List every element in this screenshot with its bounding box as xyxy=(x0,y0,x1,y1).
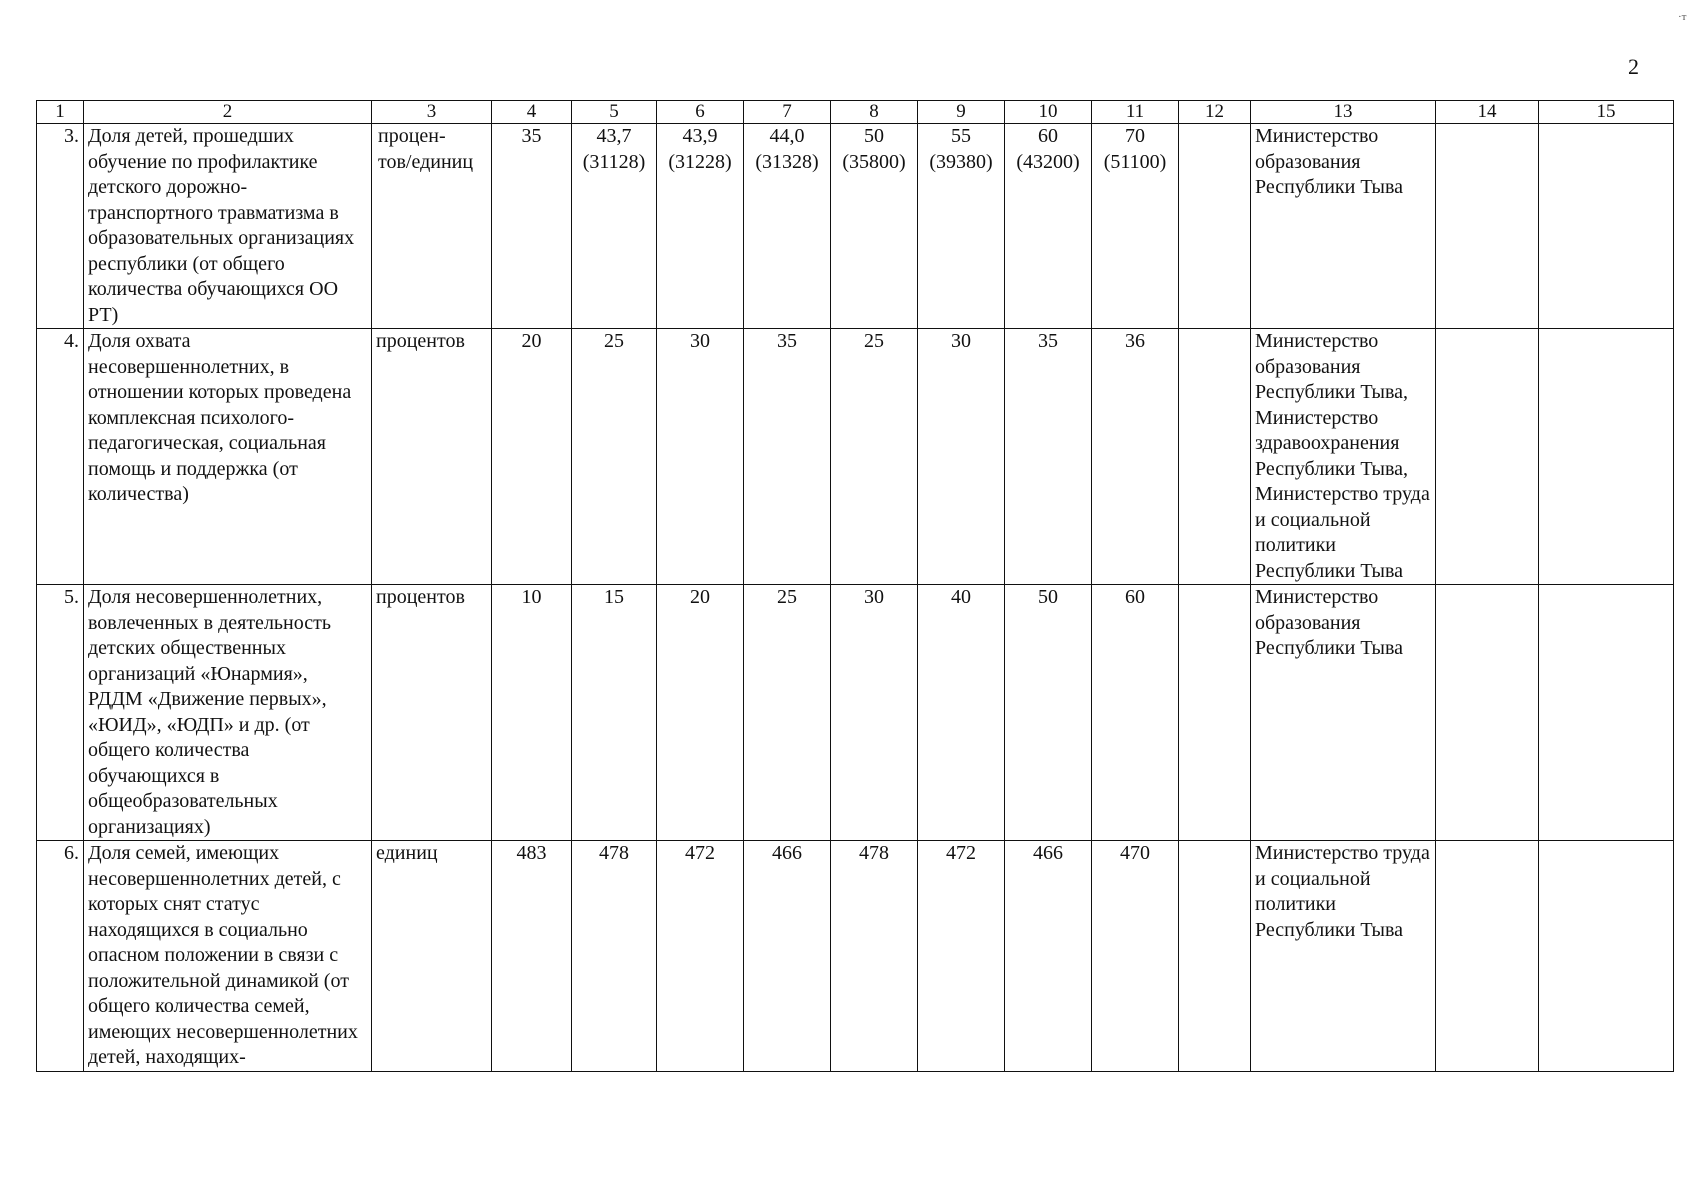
value-cell: 30 xyxy=(918,329,1005,585)
unit-cell: процен- тов/единиц xyxy=(372,124,492,329)
value-cell: 25 xyxy=(831,329,918,585)
value-cell xyxy=(1179,585,1251,841)
responsible-cell: Министерство труда и социальной политики Республики Тыва xyxy=(1251,841,1436,1072)
value-cell: 466 xyxy=(1005,841,1092,1072)
table-row xyxy=(37,124,1674,329)
value-cell: 35 xyxy=(1005,329,1092,585)
value-cell: 50 xyxy=(1005,585,1092,841)
value-cell: 30 xyxy=(831,585,918,841)
column-header: 3 xyxy=(372,101,492,124)
value-cell: 20 xyxy=(492,329,572,585)
column-header: 6 xyxy=(657,101,744,124)
column-number-row xyxy=(37,101,1674,124)
value-cell xyxy=(1179,329,1251,585)
indicator-name: Доля охвата несовершеннолетних, в отношении которых проведена комплексная психолого- педагогическая, социальная помощь и поддержка (от количества) xyxy=(84,329,372,585)
value-cell: 44,0 (31328) xyxy=(744,124,831,329)
column-header: 5 xyxy=(572,101,657,124)
empty-cell xyxy=(1539,841,1674,1072)
empty-cell xyxy=(1436,841,1539,1072)
empty-cell xyxy=(1539,124,1674,329)
responsible-cell: Министерство образования Республики Тыва xyxy=(1251,585,1436,841)
table-row xyxy=(37,329,1674,585)
value-cell: 60 (43200) xyxy=(1005,124,1092,329)
indicator-name: Доля несовершеннолетних, вовлеченных в деятельность детских общественных организаций «Юнармия», РДДМ «Движение первых», «ЮИД», «ЮДП» и др. (от общего количества обучающихся в общеобразовательных организациях) xyxy=(84,585,372,841)
value-cell: 43,9 (31228) xyxy=(657,124,744,329)
value-cell: 472 xyxy=(657,841,744,1072)
responsible-cell: Министерство образования Республики Тыва xyxy=(1251,124,1436,329)
column-header: 11 xyxy=(1092,101,1179,124)
scan-mark: ·т xyxy=(1678,11,1687,23)
column-header: 10 xyxy=(1005,101,1092,124)
column-header: 13 xyxy=(1251,101,1436,124)
value-cell: 40 xyxy=(918,585,1005,841)
table-row xyxy=(37,585,1674,841)
column-header: 9 xyxy=(918,101,1005,124)
value-cell: 35 xyxy=(744,329,831,585)
column-header: 4 xyxy=(492,101,572,124)
empty-cell xyxy=(1539,329,1674,585)
value-cell: 10 xyxy=(492,585,572,841)
value-cell: 478 xyxy=(831,841,918,1072)
value-cell xyxy=(1179,124,1251,329)
row-number: 5. xyxy=(37,585,84,841)
empty-cell xyxy=(1436,329,1539,585)
column-header: 15 xyxy=(1539,101,1674,124)
responsible-cell: Министерство образования Республики Тыва, Министерство здравоохранения Республики Тыва, Министерство труда и социальной политики Республики Тыва xyxy=(1251,329,1436,585)
column-header: 2 xyxy=(84,101,372,124)
unit-cell: процентов xyxy=(372,329,492,585)
value-cell: 15 xyxy=(572,585,657,841)
column-header: 1 xyxy=(37,101,84,124)
value-cell: 470 xyxy=(1092,841,1179,1072)
value-cell: 472 xyxy=(918,841,1005,1072)
value-cell: 30 xyxy=(657,329,744,585)
unit-cell: процентов xyxy=(372,585,492,841)
value-cell: 36 xyxy=(1092,329,1179,585)
unit-cell: единиц xyxy=(372,841,492,1072)
value-cell: 478 xyxy=(572,841,657,1072)
value-cell: 20 xyxy=(657,585,744,841)
empty-cell xyxy=(1539,585,1674,841)
value-cell: 70 (51100) xyxy=(1092,124,1179,329)
row-number: 3. xyxy=(37,124,84,329)
value-cell: 483 xyxy=(492,841,572,1072)
column-header: 14 xyxy=(1436,101,1539,124)
page-number: 2 xyxy=(1628,54,1639,79)
value-cell: 60 xyxy=(1092,585,1179,841)
column-header: 8 xyxy=(831,101,918,124)
value-cell xyxy=(1179,841,1251,1072)
value-cell: 50 (35800) xyxy=(831,124,918,329)
column-header: 12 xyxy=(1179,101,1251,124)
value-cell: 43,7 (31128) xyxy=(572,124,657,329)
row-number: 4. xyxy=(37,329,84,585)
value-cell: 25 xyxy=(744,585,831,841)
empty-cell xyxy=(1436,124,1539,329)
value-cell: 466 xyxy=(744,841,831,1072)
value-cell: 55 (39380) xyxy=(918,124,1005,329)
indicator-name: Доля семей, имеющих несовершеннолетних детей, с которых снят статус находящихся в социально опасном положении в связи с положительной динамикой (от общего количества семей, имеющих несовершеннолетних детей, находящих- xyxy=(84,841,372,1072)
table-row xyxy=(37,841,1674,1072)
indicator-name: Доля детей, прошедших обучение по профилактике детского дорожно-транспортного травматизма в образовательных организациях республики (от общего количества обучающихся ОО РТ) xyxy=(84,124,372,329)
indicators-table xyxy=(36,100,1674,1072)
value-cell: 35 xyxy=(492,124,572,329)
column-header: 7 xyxy=(744,101,831,124)
empty-cell xyxy=(1436,585,1539,841)
value-cell: 25 xyxy=(572,329,657,585)
row-number: 6. xyxy=(37,841,84,1072)
